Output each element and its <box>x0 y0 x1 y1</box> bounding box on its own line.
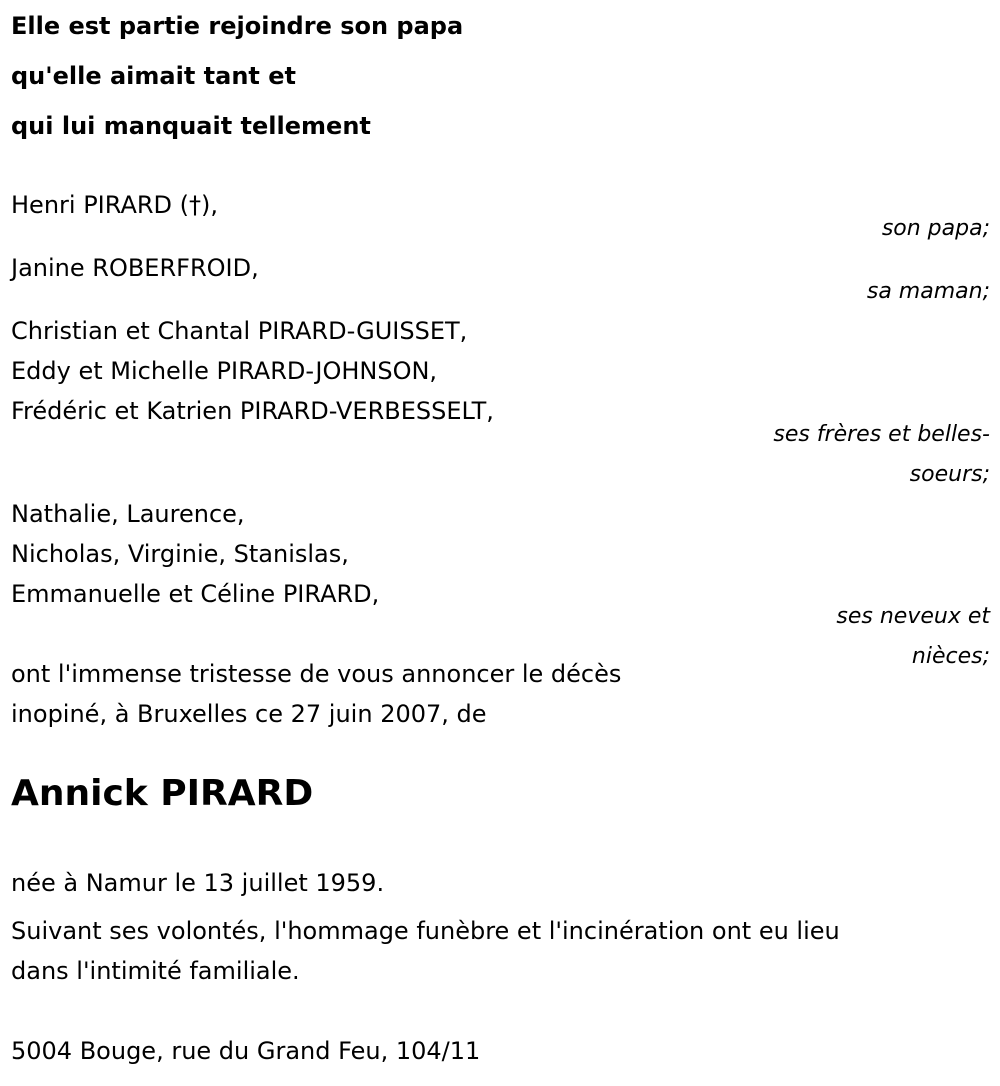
announcement-line-2: inopiné, à Bruxelles ce 27 juin 2007, de <box>11 700 487 728</box>
intro-line-2: qu'elle aimait tant et <box>11 62 296 90</box>
birth-line: née à Namur le 13 juillet 1959. <box>11 869 385 897</box>
sibling-line-1: Christian et Chantal PIRARD-GUISSET, <box>11 317 468 345</box>
mother-role: sa maman; <box>866 279 990 304</box>
announcement-line-1: ont l'immense tristesse de vous annoncer le décès <box>11 660 622 688</box>
nephews-role-line-2: nièces; <box>911 644 990 669</box>
nephews-role-line-1: ses neveux et <box>836 604 990 629</box>
siblings-role-line-1: ses frères et belles- <box>773 422 990 447</box>
ceremony-line-2: dans l'intimité familiale. <box>11 957 300 985</box>
intro-line-3: qui lui manquait tellement <box>11 112 371 140</box>
nephew-line-3: Emmanuelle et Céline PIRARD, <box>11 580 380 608</box>
father-role: son papa; <box>881 216 990 241</box>
mother-name: Janine ROBERFROID, <box>11 254 259 282</box>
nephew-line-1: Nathalie, Laurence, <box>11 500 245 528</box>
sibling-line-2: Eddy et Michelle PIRARD-JOHNSON, <box>11 357 438 385</box>
intro-line-1: Elle est partie rejoindre son papa <box>11 12 464 40</box>
deceased-name: Annick PIRARD <box>11 773 314 814</box>
siblings-role-line-2: soeurs; <box>909 462 990 487</box>
nephew-line-2: Nicholas, Virginie, Stanislas, <box>11 540 349 568</box>
address-line: 5004 Bouge, rue du Grand Feu, 104/11 <box>11 1037 481 1065</box>
sibling-line-3: Frédéric et Katrien PIRARD-VERBESSELT, <box>11 397 494 425</box>
ceremony-line-1: Suivant ses volontés, l'hommage funèbre et l'incinération ont eu lieu <box>11 917 840 945</box>
father-name: Henri PIRARD (†), <box>11 191 218 219</box>
